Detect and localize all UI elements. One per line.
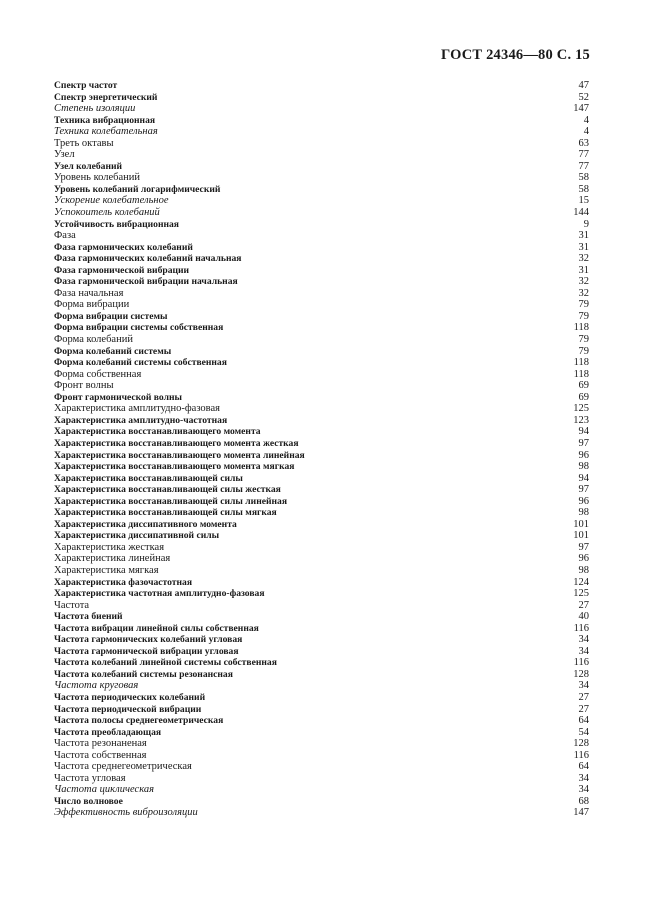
index-page-number: 124 <box>573 576 589 588</box>
index-page-number: 9 <box>583 218 589 230</box>
index-page-number: 96 <box>578 495 589 507</box>
index-term: Частота гармонических колебаний угловая <box>54 634 243 646</box>
index-page-number: 32 <box>578 253 589 265</box>
index-page-number: 94 <box>578 472 589 484</box>
index-entry <box>54 577 589 589</box>
index-term: Характеристика восстанавливающего момента мягкая <box>54 461 295 473</box>
index-page-number: 31 <box>578 230 589 242</box>
index-term: Число волновое <box>54 795 123 807</box>
index-page-number: 4 <box>583 126 589 138</box>
index-entry <box>54 669 589 681</box>
index-term: Характеристика восстанавливающей силы <box>54 472 243 484</box>
index-entry <box>54 219 589 231</box>
index-page-number: 147 <box>573 103 589 115</box>
index-page-number: 79 <box>578 299 589 311</box>
index-page-number: 34 <box>578 772 589 784</box>
index-page-number: 98 <box>578 564 589 576</box>
index-term: Форма колебаний системы <box>54 345 172 357</box>
index-term: Частота собственная <box>54 749 147 761</box>
index-page-number: 69 <box>578 380 589 392</box>
index-entry <box>54 299 589 311</box>
index-entry <box>54 773 589 785</box>
index-page-number: 97 <box>578 541 589 553</box>
index-term: Характеристика восстанавливающей силы жесткая <box>54 484 281 496</box>
index-page-number: 118 <box>573 322 589 334</box>
index-page-number: 96 <box>578 449 589 461</box>
index-entry <box>54 161 589 173</box>
index-term: Спектр частот <box>54 80 118 91</box>
index-page-number: 64 <box>578 761 589 773</box>
index-entry <box>54 426 589 438</box>
index-term: Частота циклическая <box>54 784 154 796</box>
index-page-number: 27 <box>578 703 589 715</box>
index-term: Характеристика жесткая <box>54 541 165 553</box>
index-term: Частота биений <box>54 611 123 623</box>
index-entry <box>54 461 589 473</box>
index-page-number: 58 <box>578 183 589 195</box>
index-entry <box>54 115 589 127</box>
index-page-number: 15 <box>578 195 589 207</box>
index-page-number: 4 <box>583 114 589 126</box>
index-entry <box>54 392 589 404</box>
index-entry <box>54 242 589 254</box>
index-entry <box>54 92 589 104</box>
index-page-number: 32 <box>578 276 589 288</box>
index-entry <box>54 796 589 808</box>
index-entry <box>54 634 589 646</box>
index-entry <box>54 195 589 207</box>
index-term: Частота периодической вибрации <box>54 703 202 715</box>
index-page-number: 52 <box>578 91 589 103</box>
index-entry <box>54 738 589 750</box>
index-page-number: 116 <box>573 622 589 634</box>
index-entry <box>54 553 589 565</box>
index-entry <box>54 496 589 508</box>
index-term: Характеристика мягкая <box>54 564 159 576</box>
index-entry <box>54 80 589 92</box>
index-entry <box>54 600 589 612</box>
index-page-number: 147 <box>573 807 589 819</box>
index-term: Спектр энергетический <box>54 91 158 103</box>
index-page-number: 63 <box>578 137 589 149</box>
index-entry <box>54 565 589 577</box>
index-term: Фаза гармонических колебаний начальная <box>54 253 242 265</box>
index-entry <box>54 761 589 773</box>
index-page-number: 47 <box>578 80 589 91</box>
index-page-number: 34 <box>578 784 589 796</box>
index-page-number: 68 <box>578 795 589 807</box>
index-term: Степень изоляции <box>54 103 136 115</box>
index-page-number: 116 <box>573 749 589 761</box>
index-page-number: 58 <box>578 172 589 184</box>
index-page-number: 31 <box>578 264 589 276</box>
index-page-number: 77 <box>578 160 589 172</box>
index-term: Форма колебаний <box>54 334 133 346</box>
index-entry <box>54 692 589 704</box>
subject-index <box>54 80 589 819</box>
index-term: Форма колебаний системы собственная <box>54 357 227 369</box>
index-entry <box>54 369 589 381</box>
index-term: Характеристика восстанавливающего момента жесткая <box>54 437 299 449</box>
index-page-number: 116 <box>573 657 589 669</box>
index-entry <box>54 519 589 531</box>
index-page-number: 34 <box>578 634 589 646</box>
index-term: Форма вибрации системы собственная <box>54 322 224 334</box>
index-entry <box>54 253 589 265</box>
index-page-number: 118 <box>573 357 589 369</box>
index-entry <box>54 784 589 796</box>
index-term: Уровень колебаний логарифмический <box>54 183 221 195</box>
index-entry <box>54 230 589 242</box>
index-term: Фаза гармонической вибрации <box>54 264 190 276</box>
index-entry <box>54 184 589 196</box>
index-entry <box>54 138 589 150</box>
index-page-number: 27 <box>578 599 589 611</box>
index-entry <box>54 507 589 519</box>
index-entry <box>54 415 589 427</box>
index-term: Частота круговая <box>54 680 139 692</box>
index-page-number: 97 <box>578 484 589 496</box>
index-term: Частота колебаний линейной системы собственная <box>54 657 277 669</box>
index-term: Уровень колебаний <box>54 172 141 184</box>
index-entry <box>54 126 589 138</box>
index-term: Характеристика диссипативной силы <box>54 530 220 542</box>
index-entry <box>54 715 589 727</box>
index-entry <box>54 276 589 288</box>
index-term: Фаза гармонических колебаний <box>54 241 193 253</box>
index-term: Характеристика восстанавливающего момента <box>54 426 261 438</box>
index-page-number: 125 <box>573 403 589 415</box>
index-term: Частота резонаненая <box>54 738 147 750</box>
index-page-number: 144 <box>573 207 589 219</box>
index-page-number: 54 <box>578 726 589 738</box>
index-page-number: 79 <box>578 345 589 357</box>
index-term: Форма вибрации системы <box>54 310 168 322</box>
index-page-number: 77 <box>578 149 589 161</box>
index-entry <box>54 542 589 554</box>
index-term: Частота колебаний системы резонансная <box>54 668 233 680</box>
index-term: Частота периодических колебаний <box>54 691 206 703</box>
index-page-number: 128 <box>573 668 589 680</box>
index-entry <box>54 807 589 819</box>
index-term: Фаза <box>54 230 76 242</box>
index-entry <box>54 657 589 669</box>
index-term: Частота угловая <box>54 772 126 784</box>
index-entry <box>54 380 589 392</box>
index-entry <box>54 149 589 161</box>
index-entry <box>54 322 589 334</box>
index-page-number: 34 <box>578 645 589 657</box>
index-entry <box>54 588 589 600</box>
index-term: Характеристика восстанавливающего момента линейная <box>54 449 305 461</box>
index-entry <box>54 750 589 762</box>
index-entry <box>54 346 589 358</box>
index-term: Фронт гармонической волны <box>54 391 182 403</box>
index-term: Частота вибрации линейной силы собственная <box>54 622 259 634</box>
index-term: Характеристика амплитудно-частотная <box>54 414 228 426</box>
index-term: Техника вибрационная <box>54 114 156 126</box>
index-page-number: 27 <box>578 691 589 703</box>
index-term: Техника колебательная <box>54 126 158 138</box>
index-entry <box>54 646 589 658</box>
index-entry <box>54 623 589 635</box>
index-page-number: 97 <box>578 437 589 449</box>
index-entry <box>54 704 589 716</box>
index-entry <box>54 311 589 323</box>
index-term: Частота полосы среднегеометрическая <box>54 715 224 727</box>
index-page-number: 31 <box>578 241 589 253</box>
index-entry <box>54 288 589 300</box>
index-term: Узел колебаний <box>54 160 123 172</box>
index-term: Частота преобладающая <box>54 726 162 738</box>
index-term: Характеристика восстанавливающей силы линейная <box>54 495 288 507</box>
index-term: Характеристика частотная амплитудно-фазовая <box>54 588 265 600</box>
index-page-number: 101 <box>573 518 589 530</box>
index-page-number: 128 <box>573 738 589 750</box>
index-term: Форма вибрации <box>54 299 130 311</box>
index-page-number: 96 <box>578 553 589 565</box>
index-page-number: 98 <box>578 461 589 473</box>
index-entry <box>54 172 589 184</box>
index-term: Фронт волны <box>54 380 114 392</box>
index-term: Частота гармонической вибрации угловая <box>54 645 239 657</box>
index-entry <box>54 530 589 542</box>
index-page-number: 69 <box>578 391 589 403</box>
index-term: Ускорение колебательное <box>54 195 169 207</box>
index-term: Эффективность виброизоляции <box>54 807 198 819</box>
index-term: Фаза начальная <box>54 287 124 299</box>
index-entry <box>54 473 589 485</box>
index-entry <box>54 403 589 415</box>
index-term: Фаза гармонической вибрации начальная <box>54 276 238 288</box>
index-page-number: 123 <box>573 414 589 426</box>
index-term: Характеристика фазочастотная <box>54 576 193 588</box>
index-entry <box>54 680 589 692</box>
index-term: Форма собственная <box>54 368 142 380</box>
index-page-number: 125 <box>573 588 589 600</box>
index-entry <box>54 103 589 115</box>
index-page-number: 64 <box>578 715 589 727</box>
index-term: Узел <box>54 149 75 161</box>
index-page-number: 40 <box>578 611 589 623</box>
index-term: Треть октавы <box>54 137 114 149</box>
index-entry <box>54 611 589 623</box>
index-term: Частота <box>54 599 90 611</box>
index-entry <box>54 450 589 462</box>
page-header: ГОСТ 24346—80 С. 15 <box>441 47 590 63</box>
index-entry <box>54 484 589 496</box>
index-entry <box>54 265 589 277</box>
index-term: Характеристика восстанавливающей силы мягкая <box>54 507 277 519</box>
index-page-number: 34 <box>578 680 589 692</box>
index-page-number: 118 <box>573 368 589 380</box>
index-entry <box>54 357 589 369</box>
index-term: Характеристика диссипативного момента <box>54 518 237 530</box>
index-page-number: 32 <box>578 287 589 299</box>
index-entry <box>54 334 589 346</box>
index-entry <box>54 438 589 450</box>
index-page-number: 79 <box>578 334 589 346</box>
index-term: Характеристика амплитудно-фазовая <box>54 403 220 415</box>
index-term: Частота среднегеометрическая <box>54 761 192 773</box>
index-page-number: 79 <box>578 310 589 322</box>
index-entry <box>54 727 589 739</box>
index-entry <box>54 207 589 219</box>
index-page-number: 94 <box>578 426 589 438</box>
index-term: Успокоитель колебаний <box>54 207 160 219</box>
index-term: Характеристика линейная <box>54 553 171 565</box>
index-term: Устойчивость вибрационная <box>54 218 179 230</box>
index-page-number: 101 <box>573 530 589 542</box>
index-page-number: 98 <box>578 507 589 519</box>
